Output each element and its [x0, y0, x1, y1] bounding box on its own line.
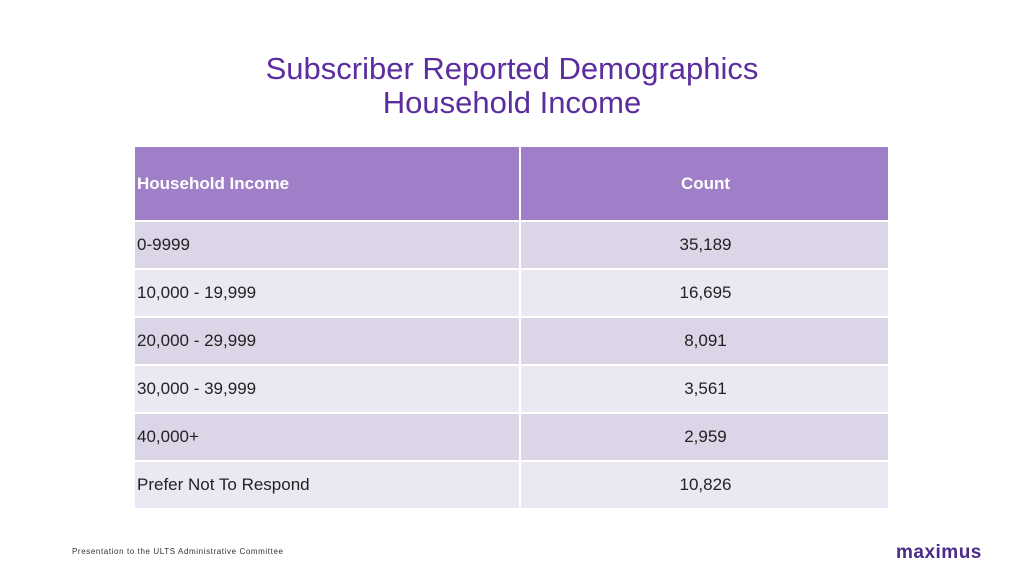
footer-text: Presentation to the ULTS Administrative Committee: [72, 547, 284, 556]
table-row: [134, 461, 889, 509]
table-row: [134, 221, 889, 269]
count-cell: 16,695: [520, 269, 889, 317]
header-household-income: Household Income: [134, 146, 520, 221]
income-range-cell: 40,000+: [134, 413, 520, 461]
income-range-cell: 30,000 - 39,999: [134, 365, 520, 413]
count-cell: 10,826: [520, 461, 889, 509]
table-row: [134, 269, 889, 317]
table-row: [134, 317, 889, 365]
table-row: [134, 413, 889, 461]
title-line-1: Subscriber Reported Demographics: [265, 51, 759, 86]
table-header-row: [134, 146, 889, 221]
title-line-2: Household Income: [382, 85, 642, 120]
slide-title: [0, 52, 1024, 120]
count-cell: 8,091: [520, 317, 889, 365]
table-row: [134, 365, 889, 413]
maximus-logo: maximus: [896, 542, 982, 563]
count-cell: 3,561: [520, 365, 889, 413]
income-range-cell: Prefer Not To Respond: [134, 461, 520, 509]
income-table: [133, 145, 890, 510]
count-cell: 2,959: [520, 413, 889, 461]
count-cell: 35,189: [520, 221, 889, 269]
header-count: Count: [520, 146, 889, 221]
income-range-cell: 10,000 - 19,999: [134, 269, 520, 317]
income-range-cell: 0-9999: [134, 221, 520, 269]
income-range-cell: 20,000 - 29,999: [134, 317, 520, 365]
